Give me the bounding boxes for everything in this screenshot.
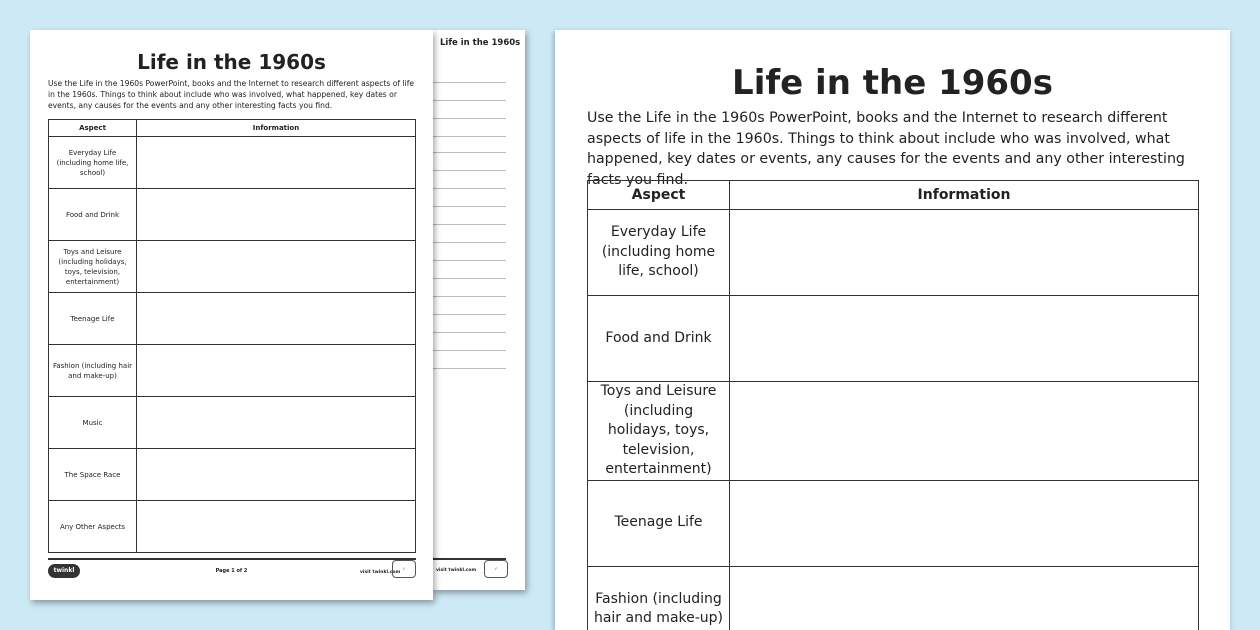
information-cell[interactable] — [137, 501, 416, 553]
aspect-cell: Music — [49, 397, 137, 449]
table-row — [588, 566, 1199, 630]
writing-line — [432, 224, 506, 225]
writing-line — [432, 278, 506, 279]
footer-url: visit twinkl.com — [436, 568, 477, 573]
information-cell[interactable] — [137, 189, 416, 241]
aspect-cell: Fashion (including hair and make-up) — [588, 566, 730, 630]
table-row — [588, 480, 1199, 566]
footer-rule — [48, 558, 416, 560]
table-row — [49, 501, 416, 553]
writing-line — [432, 296, 506, 297]
aspect-cell: Fashion (including hair and make-up) — [49, 345, 137, 397]
writing-line — [432, 170, 506, 171]
information-cell[interactable] — [730, 480, 1199, 566]
writing-line — [432, 314, 506, 315]
worksheet-intro: Use the Life in the 1960s PowerPoint, books and the Internet to research different aspects of life in the 1960s. Things to think about include who was involved, what happened, key dates or events, any causes for the events and any other interesting facts you find. — [48, 79, 415, 110]
information-cell[interactable] — [137, 345, 416, 397]
research-table — [587, 180, 1199, 630]
aspect-cell: The Space Race — [49, 449, 137, 501]
information-cell[interactable] — [137, 449, 416, 501]
information-cell[interactable] — [730, 566, 1199, 630]
information-cell[interactable] — [730, 296, 1199, 382]
table-header-row — [588, 181, 1199, 210]
writing-line — [432, 206, 506, 207]
aspect-header: Aspect — [49, 120, 137, 137]
aspect-cell: Food and Drink — [49, 189, 137, 241]
page-number: Page 1 of 2 — [215, 568, 248, 574]
aspect-cell: Everyday Life (including home life, school) — [588, 210, 730, 296]
table-row — [49, 449, 416, 501]
table-row — [49, 293, 416, 345]
writing-line — [432, 242, 506, 243]
worksheet-title: Life in the 1960s — [137, 50, 326, 74]
information-cell[interactable] — [730, 382, 1199, 481]
page-2-title: Life in the 1960s — [440, 38, 521, 48]
worksheet-page-1-thumbnail — [30, 30, 433, 600]
writing-line — [432, 260, 506, 261]
writing-line — [432, 100, 506, 101]
worksheet-title: Life in the 1960s — [732, 63, 1053, 103]
research-table — [48, 119, 416, 553]
information-cell[interactable] — [137, 241, 416, 293]
writing-line — [432, 332, 506, 333]
table-row — [49, 345, 416, 397]
writing-line — [432, 350, 506, 351]
aspect-cell: Everyday Life (including home life, school) — [49, 137, 137, 189]
table-row — [49, 189, 416, 241]
information-cell[interactable] — [137, 137, 416, 189]
information-cell[interactable] — [137, 397, 416, 449]
table-row — [49, 397, 416, 449]
table-row — [49, 241, 416, 293]
worksheet-intro: Use the Life in the 1960s PowerPoint, books and the Internet to research different aspects of life in the 1960s. Things to think about include who was involved, what happened, key dates or events, any causes for the events and any other interesting facts you find. — [587, 110, 1185, 188]
aspect-cell: Teenage Life — [49, 293, 137, 345]
writing-line — [432, 136, 506, 137]
table-row — [49, 137, 416, 189]
aspect-cell: Toys and Leisure (including holidays, toys, television, entertainment) — [588, 382, 730, 481]
information-cell[interactable] — [730, 210, 1199, 296]
table-header-row — [49, 120, 416, 137]
aspect-cell: Teenage Life — [588, 480, 730, 566]
twinkl-logo: twinkl — [48, 564, 80, 578]
writing-line — [432, 82, 506, 83]
footer-url: visit twinkl.com — [360, 570, 401, 575]
information-header: Information — [137, 120, 416, 137]
worksheet-page-1-zoomed — [555, 30, 1230, 630]
table-row — [588, 210, 1199, 296]
writing-line — [432, 368, 506, 369]
quality-badge-icon: ✓ — [392, 560, 416, 578]
information-header: Information — [730, 181, 1199, 210]
writing-line — [432, 118, 506, 119]
aspect-cell: Food and Drink — [588, 296, 730, 382]
aspect-cell: Any Other Aspects — [49, 501, 137, 553]
quality-badge-icon: ✓ — [484, 560, 508, 578]
table-row — [588, 296, 1199, 382]
writing-line — [432, 152, 506, 153]
worksheet-page-2 — [432, 30, 525, 590]
aspect-cell: Toys and Leisure (including holidays, toys, television, entertainment) — [49, 241, 137, 293]
information-cell[interactable] — [137, 293, 416, 345]
table-row — [588, 382, 1199, 481]
writing-line — [432, 188, 506, 189]
aspect-header: Aspect — [588, 181, 730, 210]
